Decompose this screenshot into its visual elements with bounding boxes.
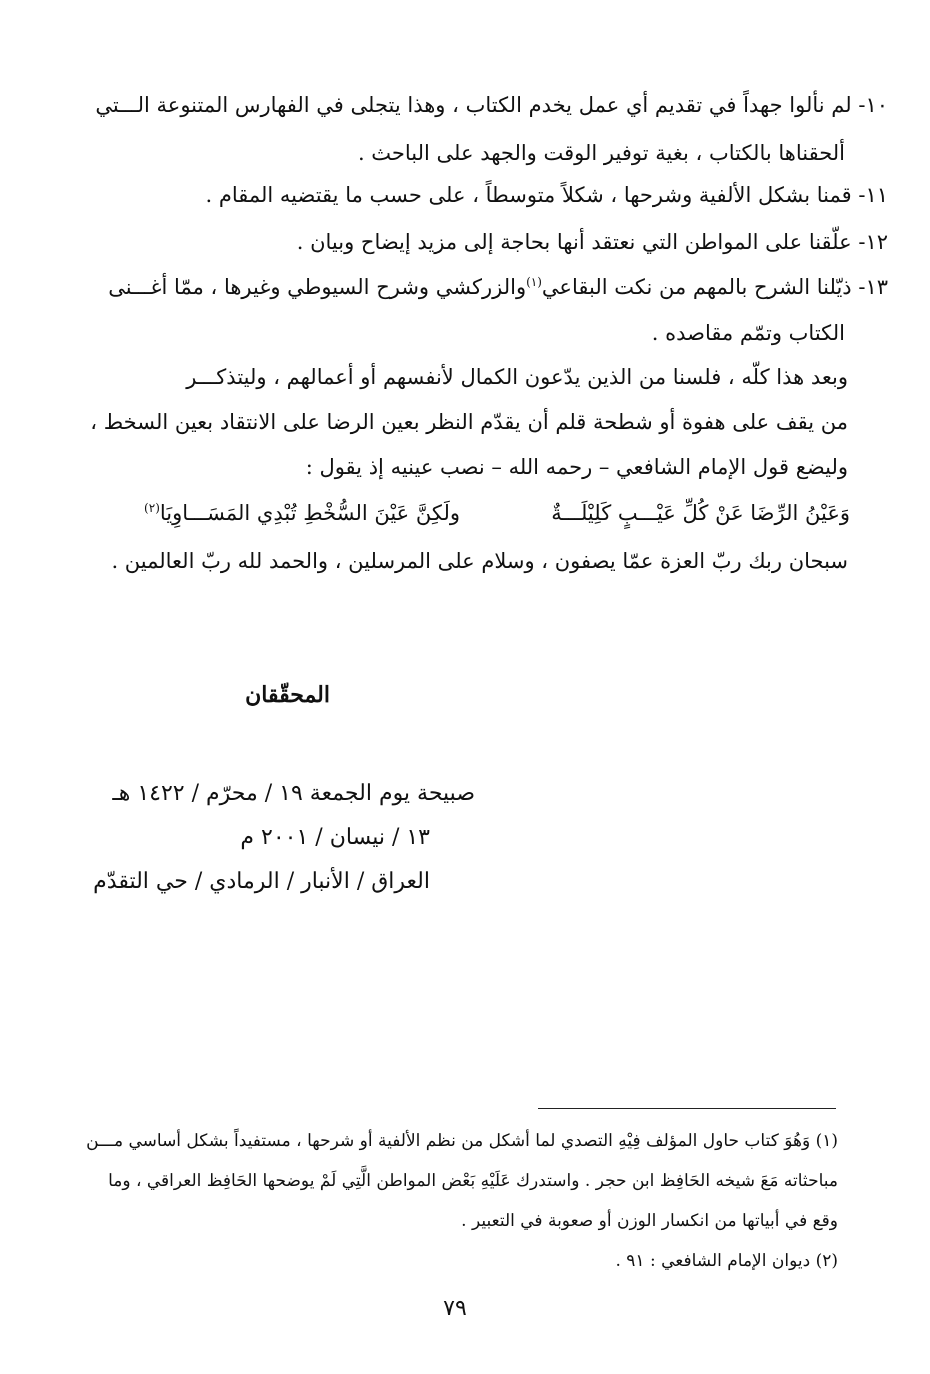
final-line: سبحان ربك ربّ العزة عمّا يصفون ، وسلام على المرسلين ، والحمد لله ربّ العالمين . [111,549,848,573]
poem-hemistich-1: وَعَيْنُ الرِّضَا عَنْ كُلِّ عَيْـــبٍ كَلِيْلَـــةٌ [551,501,850,525]
footnote-1-line-2: مباحثاته مَعَ شيخه الحَافِظ ابن حجر . واستدرك عَلَيْهِ بَعْض المواطن الَّتِي لَمْ يوضحها الحَافِظ العراقي ، وما [108,1171,838,1191]
signature-place: العراق / الأنبار / الرمادي / حي التقدّم [93,869,430,894]
closing-line-1: وبعد هذا كلّه ، فلسنا من الذين يدّعون الكمال لأنفسهم أو أعمالهم ، وليتذكـــر [186,365,848,389]
footnote-ref-1: (١) [526,275,542,289]
closing-line-2: من يقف على هفوة أو شطحة قلم أن يقدّم النظر بعين الرضا على الانتقاد بعين السخط ، [90,410,848,434]
footnote-ref-2: (٢) [144,501,160,515]
footnote-2-line-1: (٢) ديوان الإمام الشافعي : ٩١ . [615,1251,838,1271]
poem-verse [80,495,850,531]
signature-date-hijri: صبيحة يوم الجمعة ١٩ / محرّم / ١٤٢٢ هـ [112,781,475,806]
footnote-separator [538,1108,836,1109]
item-13-text-before: ١٣- ذيّلنا الشرح بالمهم من نكت البقاعي [541,275,888,299]
poem-hemistich-2-text: ولَكِنَّ عَيْنَ السُّخْطِ تُبْدِي المَسَـــاوِيَا [159,501,460,525]
poem-hemistich-2 [144,495,460,531]
item-11-line-1: ١١- قمنا بشكل الألفية وشرحها ، شكلاً متوسطاً ، على حسب ما يقتضيه المقام . [205,183,888,207]
signature-date-gregorian: ١٣ / نيسان / ٢٠٠١ م [240,825,430,850]
item-13-text-after: والزركشي وشرح السيوطي وغيرها ، ممّا أغـــنى [108,275,527,299]
item-13-line-2: الكتاب وتمّم مقاصده . [651,321,845,345]
footnote-1-line-3: وقع في أبياتها من انكسار الوزن أو صعوبة في التعبير . [461,1211,838,1231]
item-10-line-2: ألحقناها بالكتاب ، بغية توفير الوقت والجهد على الباحث . [357,141,845,165]
closing-line-3: وليضع قول الإمام الشافعي – رحمه الله – نصب عينيه إذ يقول : [305,455,848,479]
signature-title: المحقّقان [245,682,330,708]
item-13-line-1 [82,272,888,302]
page-number: ٧٩ [443,1296,467,1321]
item-10-line-1: ١٠- لم نألوا جهداً في تقديم أي عمل يخدم الكتاب ، وهذا يتجلى في الفهارس المتنوعة الـــتي [95,93,888,117]
footnote-1-line-1: (١) وَهُوَ كتاب حاول المؤلف فِيْهِ التصدي لما أشكل من نظم الألفية أو شرحها ، مستفيداً بشكل أساسي مـــن [86,1131,838,1151]
item-12-line-1: ١٢- علّقنا على المواطن التي نعتقد أنها بحاجة إلى مزيد إيضاح وبيان . [296,230,888,254]
